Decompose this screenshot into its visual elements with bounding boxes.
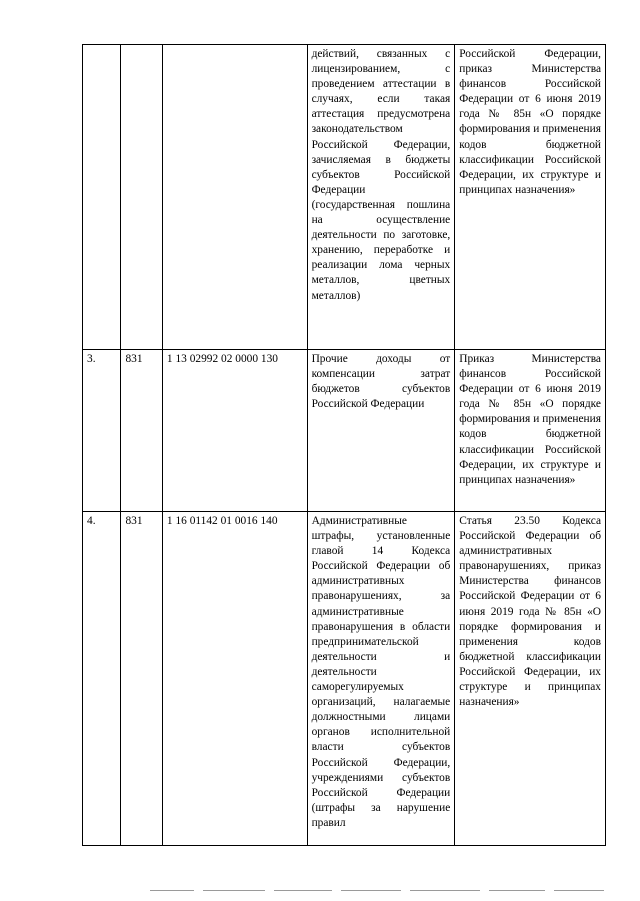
budget-classification-code-cell: 1 13 02992 02 0000 130 <box>162 350 307 512</box>
budget-classification-code-cell <box>162 45 307 350</box>
table-body <box>83 45 606 846</box>
legal-basis-cell: Статья 23.50 Кодекса Российской Федерации об административных правонарушениях, приказ Министерства финансов Российской Федерации от 6 июня 2019 года № 85н «О порядке формирования и применения кодов бюджетной классификации Российской Федерации, их структуре и принципах назначения» <box>455 512 606 846</box>
row-number-cell: 3. <box>83 350 121 512</box>
revenue-codes-table <box>82 44 606 846</box>
row-number-cell: 4. <box>83 512 121 846</box>
revenue-name-cell: Прочие доходы от компенсации затрат бюджетов субъектов Российской Федерации <box>307 350 455 512</box>
row-number-cell <box>83 45 121 350</box>
legal-basis-cell: Приказ Министерства финансов Российской Федерации от 6 июня 2019 года № 85н «О порядке формирования и применения кодов бюджетной классификации Российской Федерации, их структуре и принципах назначения» <box>455 350 606 512</box>
page-footer-rule <box>150 890 604 892</box>
revenue-name-cell: Административные штрафы, установленные главой 14 Кодекса Российской Федерации об административных правонарушениях, за административные правонарушения в области предпринимательской деятельности и деятельности саморегулируемых организаций, налагаемые должностными лицами органов исполнительной власти субъектов Российской Федерации, учреждениями субъектов Российской Федерации (штрафы за нарушение правил <box>307 512 455 846</box>
budget-classification-code-cell: 1 16 01142 01 0016 140 <box>162 512 307 846</box>
table-row <box>83 350 606 512</box>
table-row <box>83 512 606 846</box>
administrator-code-cell: 831 <box>121 512 162 846</box>
administrator-code-cell <box>121 45 162 350</box>
legal-basis-cell: Российской Федерации, приказ Министерства финансов Российской Федерации от 6 июня 2019 года № 85н «О порядке формирования и применения кодов бюджетной классификации Российской Федерации, их структуре и принципах назначения» <box>455 45 606 350</box>
administrator-code-cell: 831 <box>121 350 162 512</box>
revenue-name-cell: действий, связанных с лицензированием, с проведением аттестации в случаях, если такая аттестация предусмотрена законодательством Российской Федерации, зачисляемая в бюджеты субъектов Российской Федерации (государственная пошлина на осуществление деятельности по заготовке, хранению, переработке и реализации лома черных металлов, цветных металлов) <box>307 45 455 350</box>
table-row <box>83 45 606 350</box>
